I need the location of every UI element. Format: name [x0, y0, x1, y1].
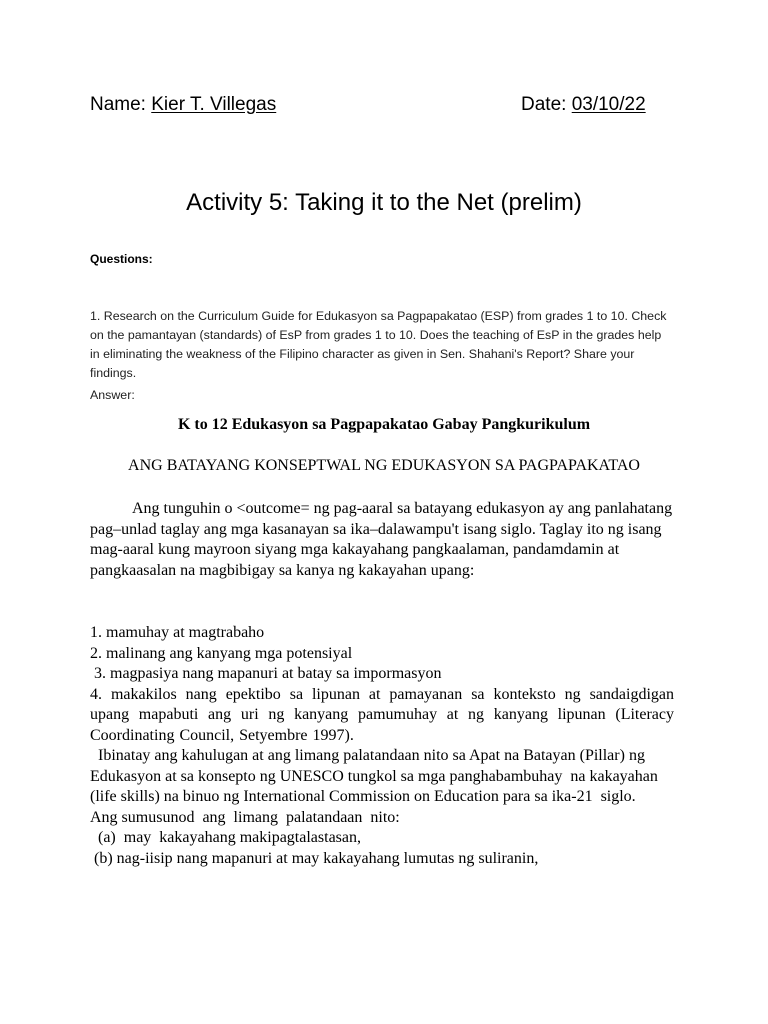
questions-label: Questions:	[90, 252, 153, 266]
date-line	[521, 94, 646, 116]
question-1-text: 1. Research on the Curriculum Guide for Edukasyon sa Pagpapakatao (ESP) from grades 1 to 10. Check on the pamantayan (standards) of EsP from grades 1 to 10. Does the teaching of EsP in the grades help in eliminating the weakness of the Filipino character as given in Sen. Shahani's Report? Share your findings.	[90, 309, 667, 380]
name-label: Name:	[90, 94, 152, 115]
date-value: 03/10/22	[571, 94, 646, 115]
pillars-paragraph: Ibinatay ang kahulugan at ang limang palatandaan nito sa Apat na Batayan (Pillar) ng Edukasyon at sa konsepto ng UNESCO tungkol sa mga panghabambuhay na kakayahan (life skills) na binuo ng International Commission on Education para sa ika-21 siglo.	[90, 747, 662, 805]
list-item: 1. mamuhay at magtrabaho	[90, 624, 265, 641]
list-item: 4. makakilos nang epektibo sa lipunan at pamayanan sa konteksto ng sandaigdigan upang mapabuti ang uri ng kanyang pamumuhay at ng kanyang lipunan (Literacy Coordinating Council, Setyembre 1997).	[90, 685, 674, 744]
name-line	[90, 94, 276, 116]
list-item: 3. magpasiya nang mapanuri at batay sa impormasyon	[90, 665, 442, 682]
curriculum-guide-subtitle: ANG BATAYANG KONSEPTWAL NG EDUKASYON SA PAGPAPAKATAO	[128, 457, 640, 474]
outcomes-section	[90, 623, 674, 869]
activity-title: Activity 5: Taking it to the Net (prelim)	[186, 189, 582, 216]
curriculum-guide-title: K to 12 Edukasyon sa Pagpapakatao Gabay Pangkurikulum	[177, 416, 591, 433]
sub-list-item: (a) may kakayahang makipagtalastasan,	[90, 829, 361, 846]
date-label: Date:	[521, 94, 572, 115]
sub-list-item: (b) nag-iisip nang mapanuri at may kakayahang lumutas ng suliranin,	[90, 849, 539, 867]
list-item: 2. malinang ang kanyang mga potensiyal	[90, 644, 353, 662]
indicators-intro: Ang sumusunod ang limang palatandaan nito:	[90, 808, 400, 826]
answer-label: Answer:	[90, 388, 135, 402]
intro-paragraph: Ang tunguhin o <outcome= ng pag-aaral sa batayang edukasyon ay ang panlahatang pag–unlad taglay ang mga kasanayan sa ika–dalawampu't isang siglo. Taglay ito ng isang mag-aaral kung mayroon siyang mga kakayahang pangkaalaman, pandamdamin at pangkaasalan na magbibigay sa kanya ng kakayahan upang:	[90, 500, 673, 579]
name-value: Kier T. Villegas	[151, 94, 277, 115]
